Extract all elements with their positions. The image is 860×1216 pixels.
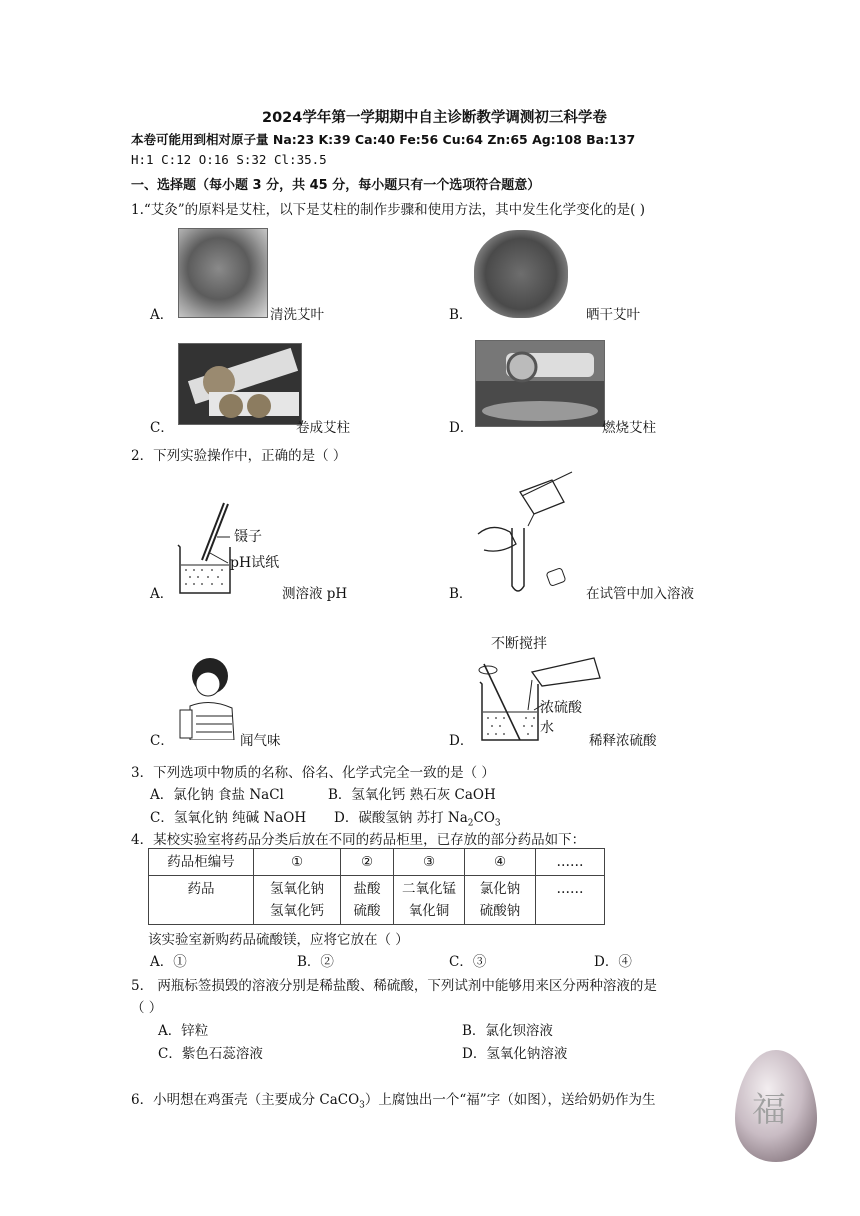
q4-option-c: C．③	[449, 954, 487, 970]
table-header-cell: 药品柜编号	[149, 849, 254, 876]
q3-option-a: A．氯化钠 食盐 NaCl	[150, 787, 284, 803]
q2-option-a-text: 测溶液 pH	[282, 586, 348, 602]
q4-option-a: A．①	[150, 954, 187, 970]
cabinet-table	[148, 848, 605, 925]
q2-option-a-letter: A．	[150, 586, 174, 602]
q1-option-d-text: 燃烧艾柱	[602, 420, 656, 436]
section-heading: 一、选择题（每小题 3 分，共 45 分，每小题只有一个选项符合题意）	[131, 178, 541, 193]
table-cell: 氢氧化钠 氢氧化钙	[254, 876, 341, 925]
egg-fu-character: 福	[752, 1090, 786, 1130]
moxa-stick-rolling-photo	[178, 343, 302, 425]
question-5-stem: 5． 两瓶标签损毁的溶液分别是稀盐酸、稀硫酸，下列试剂中能够用来区分两种溶液的是	[131, 978, 657, 994]
q5-option-c: C．紫色石蕊溶液	[158, 1046, 263, 1062]
q3-option-c: C．氢氧化钠 纯碱 NaOH	[150, 810, 307, 826]
smelling-gas-diagram	[176, 656, 242, 740]
q1-option-b-letter: B．	[449, 307, 473, 323]
mugwort-leaf-drying-photo	[474, 230, 568, 318]
q2-option-c-text: 闻气味	[240, 733, 281, 749]
q1-option-a-text: 清洗艾叶	[270, 307, 324, 323]
q2-option-d-text: 稀释浓硫酸	[589, 733, 657, 749]
q1-option-d-letter: D．	[449, 420, 474, 436]
label-stir: 不断搅拌	[491, 636, 547, 652]
table-cell: 氯化钠 硫酸钠	[465, 876, 536, 925]
test-tube-pouring-diagram	[472, 462, 582, 602]
question-5-paren: （ ）	[131, 1000, 163, 1016]
label-water: 水	[540, 720, 554, 736]
q1-option-c-letter: C．	[150, 420, 174, 436]
table-row	[149, 876, 605, 925]
atomic-mass-line: 本卷可能用到相对原子量 Na:23 K:39 Ca:40 Fe:56 Cu:64 Zn:65 Ag:108 Ba:137	[131, 132, 636, 147]
table-header-cell: ③	[394, 849, 465, 876]
table-header-cell: ①	[254, 849, 341, 876]
atomic-mass-line-2: H:1 C:12 O:16 S:32 Cl:35.5	[131, 152, 327, 167]
table-cell: 二氧化锰 氧化铜	[394, 876, 465, 925]
q5-option-a: A．锌粒	[158, 1023, 209, 1039]
question-1-stem: 1.“艾灸”的原料是艾柱，以下是艾柱的制作步骤和使用方法，其中发生化学变化的是( )	[131, 202, 646, 218]
q2-option-b-text: 在试管中加入溶液	[586, 586, 694, 602]
table-header-cell: ②	[341, 849, 394, 876]
q2-option-d-letter: D．	[449, 733, 474, 749]
q1-option-a-letter: A．	[150, 307, 174, 323]
q3-option-d: D．碳酸氢钠 苏打 $Na_2CO_3$	[334, 810, 501, 829]
question-4-prompt: 该实验室新购药品硫酸镁，应将它放在（ ）	[148, 932, 409, 948]
moxa-burning-photo	[475, 340, 605, 427]
table-row-label: 药品	[149, 876, 254, 925]
label-conc-acid: 浓硫酸	[540, 700, 582, 716]
q4-option-b: B．②	[297, 954, 334, 970]
q1-option-b-text: 晒干艾叶	[586, 307, 640, 323]
mugwort-leaf-washing-photo	[178, 228, 268, 318]
question-6-stem: 6．小明想在鸡蛋壳（主要成分 CaCO$_3$）上腐蚀出一个“福”字（如图），送给奶奶作为生	[131, 1092, 656, 1111]
q5-option-b: B．氯化钡溶液	[462, 1023, 553, 1039]
ph-test-diagram	[172, 495, 282, 595]
q3-option-b: B．氢氧化钙 熟石灰 CaOH	[328, 787, 496, 803]
q2-option-b-letter: B．	[449, 586, 473, 602]
label-ph-paper: pH试纸	[230, 555, 280, 571]
question-2-stem: 2．下列实验操作中，正确的是（ ）	[131, 448, 347, 464]
q2-option-c-letter: C．	[150, 733, 174, 749]
page-title: 2024学年第一学期期中自主诊断教学调测初三科学卷	[262, 110, 607, 126]
table-header-cell: ……	[536, 849, 605, 876]
table-cell: 盐酸 硫酸	[341, 876, 394, 925]
question-3-stem: 3．下列选项中物质的名称、俗名、化学式完全一致的是（ ）	[131, 765, 495, 781]
q4-option-d: D．④	[594, 954, 632, 970]
q1-option-c-text: 卷成艾柱	[296, 420, 350, 436]
label-tweezers: 镊子	[234, 529, 262, 545]
q5-option-d: D．氢氧化钠溶液	[462, 1046, 568, 1062]
table-header-cell: ④	[465, 849, 536, 876]
table-cell: ……	[536, 876, 605, 925]
table-header-row	[149, 849, 605, 876]
question-4-stem: 4．某校实验室将药品分类后放在不同的药品柜里，已存放的部分药品如下：	[131, 832, 586, 848]
